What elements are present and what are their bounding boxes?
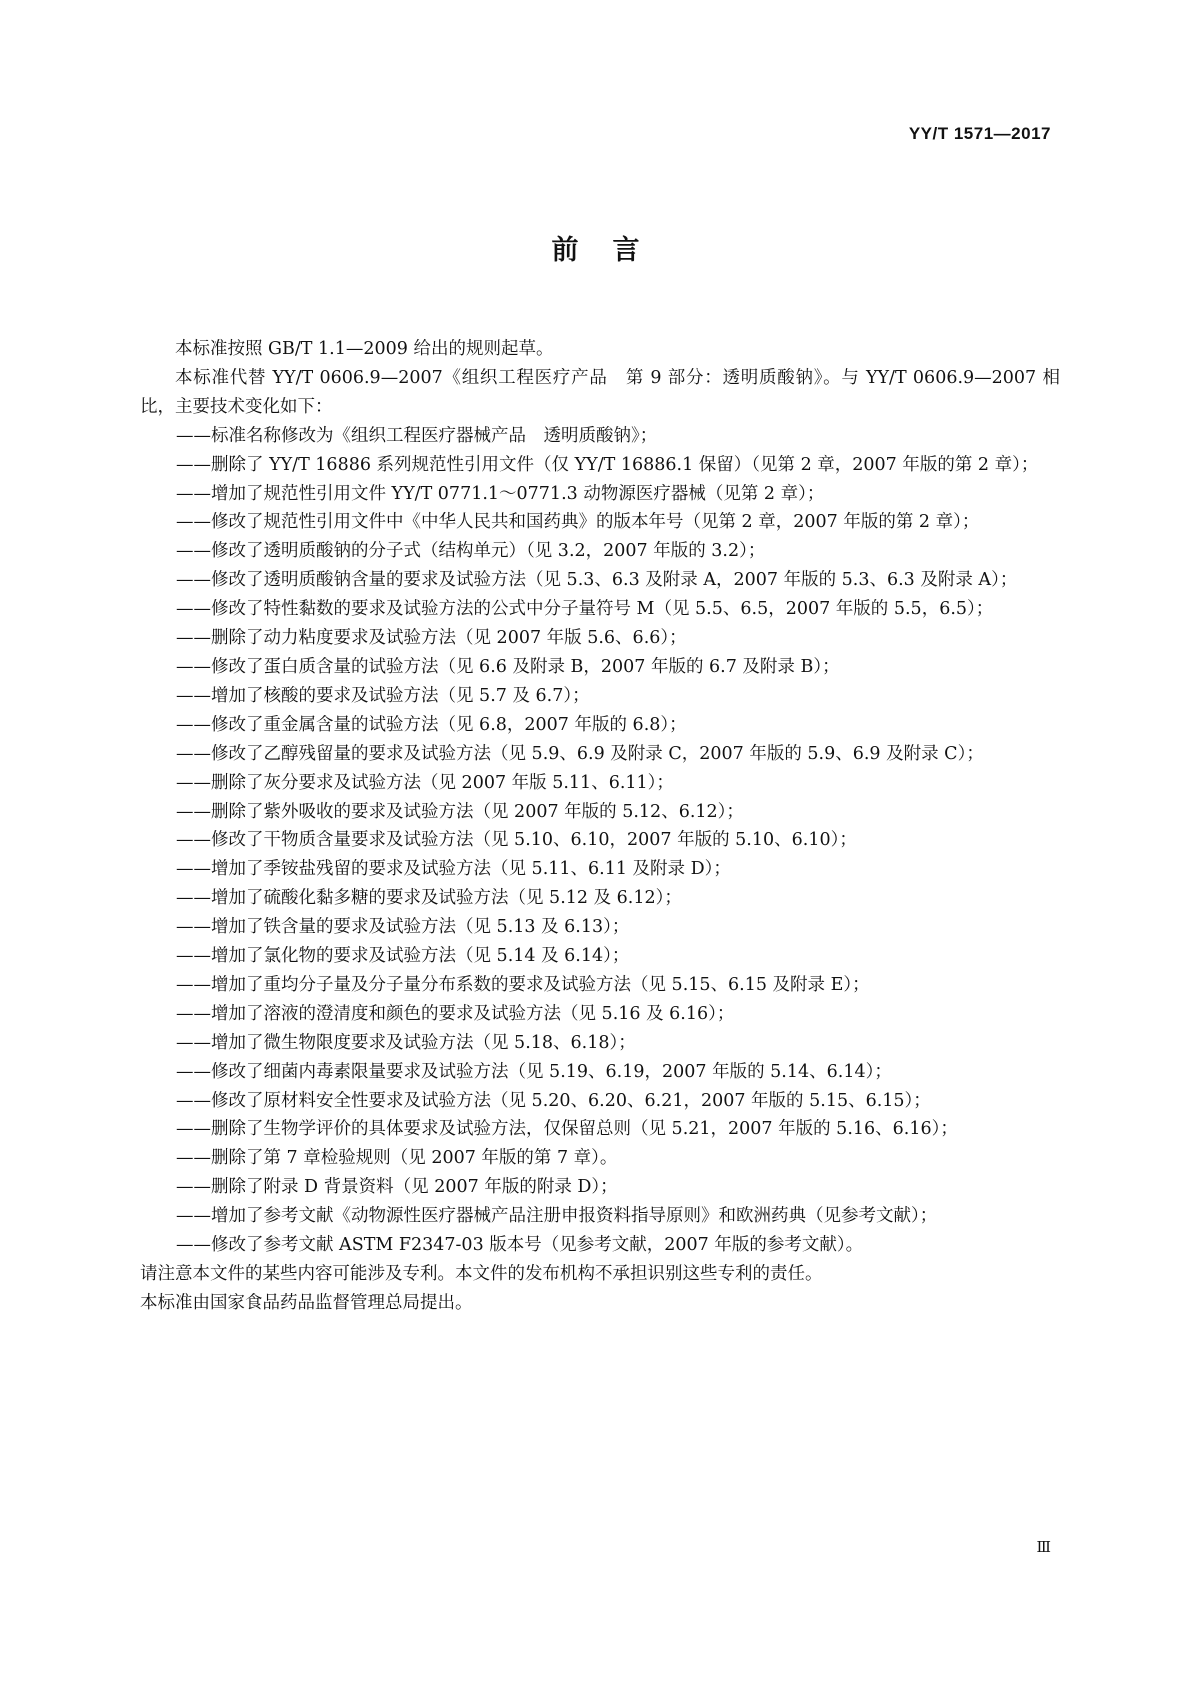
list-item: ——增加了重均分子量及分子量分布系数的要求及试验方法（见 5.15、6.15 及附录 E）；: [176, 974, 870, 995]
list-item: ——修改了特性黏数的要求及试验方法的公式中分子量符号 M（见 5.5、6.5，2007 年版的 5.5，6.5）；: [176, 599, 994, 620]
list-item: ——删除了第 7 章检验规则（见 2007 年版的第 7 章）。: [176, 1148, 618, 1169]
list-item: ——增加了微生物限度要求及试验方法（见 5.18、6.18）；: [176, 1032, 636, 1053]
list-item: ——修改了透明质酸钠含量的要求及试验方法（见 5.3、6.3 及附录 A，2007 年版的 5.3、6.3 及附录 A）；: [176, 570, 1018, 591]
changes-list: [140, 422, 1060, 1260]
paragraph-proposer: 本标准由国家食品药品监督管理总局提出。: [140, 1292, 473, 1313]
list-item: ——增加了季铵盐残留的要求及试验方法（见 5.11、6.11 及附录 D）；: [176, 859, 731, 880]
list-item: ——增加了溶液的澄清度和颜色的要求及试验方法（见 5.16 及 6.16）；: [176, 1003, 735, 1024]
paragraph-patent-notice: 请注意本文件的某些内容可能涉及专利。本文件的发布机构不承担识别这些专利的责任。: [140, 1264, 823, 1284]
list-item: ——修改了干物质含量要求及试验方法（见 5.10、6.10，2007 年版的 5.10、6.10）；: [176, 830, 857, 851]
list-item: ——增加了核酸的要求及试验方法（见 5.7 及 6.7）；: [176, 685, 590, 706]
list-item: ——修改了原材料安全性要求及试验方法（见 5.20、6.20、6.21，2007 年版的 5.15、6.15）；: [176, 1090, 931, 1111]
list-item: ——标准名称修改为《组织工程医疗器械产品 透明质酸钠》；: [176, 425, 658, 446]
list-item: ——增加了硫酸化黏多糖的要求及试验方法（见 5.12 及 6.12）；: [176, 888, 682, 909]
list-item: ——删除了紫外吸收的要求及试验方法（见 2007 年版的 5.12、6.12）；: [176, 801, 744, 822]
list-item: ——修改了参考文献 ASTM F2347-03 版本号（见参考文献，2007 年版的参考文献）。: [176, 1235, 864, 1256]
list-item: ——增加了氯化物的要求及试验方法（见 5.14 及 6.14）；: [176, 946, 630, 967]
list-item: ——删除了灰分要求及试验方法（见 2007 年版 5.11、6.11）；: [176, 772, 674, 793]
list-item: ——删除了附录 D 背景资料（见 2007 年版的附录 D）；: [176, 1177, 618, 1198]
list-item: ——修改了蛋白质含量的试验方法（见 6.6 及附录 B，2007 年版的 6.7 及附录 B）；: [176, 656, 840, 677]
list-item: ——删除了生物学评价的具体要求及试验方法，仅保留总则（见 5.21，2007 年版的 5.16、6.16）；: [176, 1119, 958, 1140]
standard-code: YY/T 1571—2017: [908, 124, 1051, 143]
page-number: Ⅲ: [1036, 1538, 1051, 1556]
list-item: ——修改了透明质酸钠的分子式（结构单元）（见 3.2，2007 年版的 3.2）；: [176, 541, 766, 562]
paragraph-drafting-rules: 本标准按照 GB/T 1.1—2009 给出的规则起草。: [175, 339, 554, 359]
list-item: ——增加了参考文献《动物源性医疗器械产品注册申报资料指导原则》和欧洲药典（见参考文献）；: [176, 1206, 938, 1227]
list-item: ——修改了乙醇残留量的要求及试验方法（见 5.9、6.9 及附录 C，2007 年版的 5.9、6.9 及附录 C）；: [176, 743, 984, 764]
document-body: [140, 335, 1060, 1318]
list-item: ——增加了铁含量的要求及试验方法（见 5.13 及 6.13）；: [176, 917, 630, 938]
page-title: 前言: [551, 235, 674, 266]
list-item: ——修改了规范性引用文件中《中华人民共和国药典》的版本年号（见第 2 章，2007 年版的第 2 章）；: [176, 512, 980, 533]
list-item: ——删除了动力粘度要求及试验方法（见 2007 年版 5.6、6.6）；: [176, 628, 687, 649]
list-item: ——删除了 YY/T 16886 系列规范性引用文件（仅 YY/T 16886.1 保留）（见第 2 章，2007 年版的第 2 章）；: [176, 454, 1039, 475]
list-item: ——修改了重金属含量的试验方法（见 6.8，2007 年版的 6.8）；: [176, 714, 687, 735]
paragraph-replacement: 本标准代替 YY/T 0606.9—2007《组织工程医疗产品 第 9 部分：透明质酸钠》。与 YY/T 0606.9—2007 相比，主要技术变化如下：: [140, 367, 1060, 417]
list-item: ——修改了细菌内毒素限量要求及试验方法（见 5.19、6.19，2007 年版的 5.14、6.14）；: [176, 1061, 892, 1082]
list-item: ——增加了规范性引用文件 YY/T 0771.1～0771.3 动物源医疗器械（见第 2 章）；: [176, 483, 825, 504]
